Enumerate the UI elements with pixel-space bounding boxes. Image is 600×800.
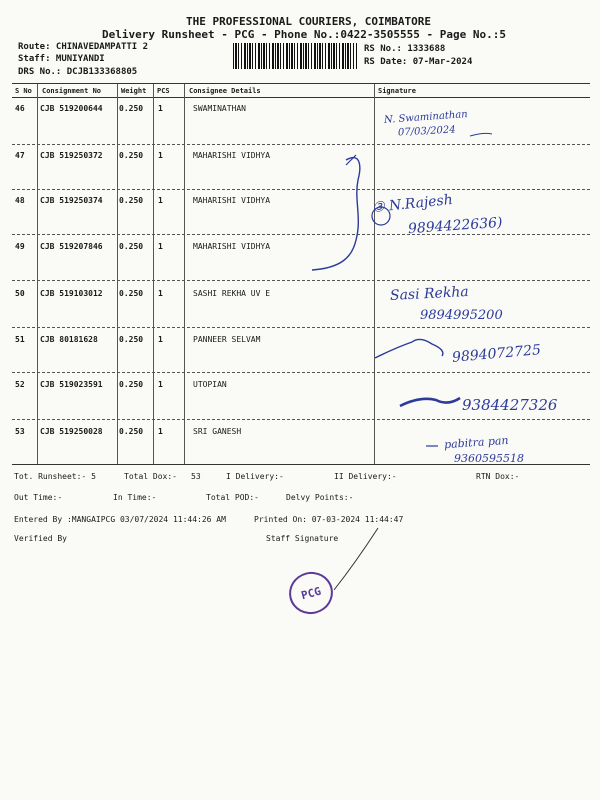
- row-weight: 0.250: [119, 335, 144, 344]
- col-header-weight: Weight: [121, 87, 147, 95]
- row-consignment: CJB 519250374: [40, 196, 103, 205]
- handwritten-signature: N. Swaminathan: [383, 109, 469, 126]
- row-consignee: MAHARISHI VIDHYA: [193, 151, 271, 160]
- total-dox-value: 53: [191, 472, 201, 481]
- row-sno: 51: [15, 335, 25, 344]
- rs-date: RS Date: 07-Mar-2024: [364, 57, 473, 67]
- total-dox-label: Total Dox:-: [124, 472, 177, 481]
- col-header-consignee: Consignee Details: [189, 87, 261, 95]
- row-pcs: 1: [158, 289, 163, 298]
- i-delivery-label: I Delivery:-: [226, 472, 284, 481]
- row-pcs: 1: [158, 427, 163, 436]
- handwritten-signature: pabitra pan: [443, 433, 509, 452]
- out-time-label: Out Time:-: [14, 493, 63, 502]
- handwritten-phone: 9894995200: [420, 308, 503, 323]
- staff-label: Staff: MUNIYANDI: [18, 54, 105, 64]
- row-sno: 48: [15, 196, 25, 205]
- handwritten-phone: 9360595518: [454, 452, 524, 465]
- entered-by: Entered By :MANGAIPCG 03/07/2024 11:44:26 AM: [14, 515, 226, 524]
- handwritten-phone: 9894422636): [407, 214, 503, 238]
- runsheet-subtitle: Delivery Runsheet - PCG - Phone No.:0422-3505555 - Page No.:5: [102, 28, 506, 41]
- handwritten-phone: 9384427326: [462, 396, 558, 414]
- drs-number: DRS No.: DCJB133368805: [18, 67, 138, 77]
- delvy-points-label: Delvy Points:-: [286, 493, 354, 502]
- col-header-sno: S No: [15, 87, 32, 95]
- verified-by-label: Verified By: [14, 534, 67, 543]
- row-pcs: 1: [158, 380, 163, 389]
- row-consignee: MAHARISHI VIDHYA: [193, 242, 271, 251]
- handwritten-signature: Sasi Rekha: [389, 283, 470, 305]
- row-weight: 0.250: [119, 380, 144, 389]
- col-header-signature: Signature: [378, 87, 416, 95]
- in-time-label: In Time:-: [113, 493, 157, 502]
- row-sno: 47: [15, 151, 25, 160]
- ii-delivery-label: II Delivery:-: [334, 472, 397, 481]
- row-sno: 50: [15, 289, 25, 298]
- printed-on: Printed On: 07-03-2024 11:44:47: [254, 515, 404, 524]
- col-header-consignment: Consignment No: [42, 87, 102, 95]
- row-weight: 0.250: [119, 196, 144, 205]
- row-consignee: SASHI REKHA UV E: [193, 289, 271, 298]
- rs-number: RS No.: 1333688: [364, 44, 446, 54]
- row-consignment: CJB 519250372: [40, 151, 103, 160]
- route-label: Route: CHINAVEDAMPATTI 2: [18, 42, 149, 52]
- row-consignment: CJB 519250028: [40, 427, 103, 436]
- total-runsheet: Tot. Runsheet:- 5: [14, 472, 96, 481]
- row-pcs: 1: [158, 335, 163, 344]
- row-sno: 46: [15, 104, 25, 113]
- row-pcs: 1: [158, 104, 163, 113]
- handwritten-phone: 9894072725: [451, 342, 542, 366]
- col-header-pcs: PCS: [157, 87, 170, 95]
- company-stamp: PCG: [284, 567, 337, 619]
- row-consignment: CJB 519207846: [40, 242, 103, 251]
- handwritten-signature: ③ N.Rajesh: [371, 191, 454, 217]
- row-pcs: 1: [158, 196, 163, 205]
- row-weight: 0.250: [119, 151, 144, 160]
- row-consignee: PANNEER SELVAM: [193, 335, 261, 344]
- rtn-dox-label: RTN Dox:-: [476, 472, 520, 481]
- row-sno: 49: [15, 242, 25, 251]
- staff-signature-label: Staff Signature: [266, 534, 339, 543]
- company-title: THE PROFESSIONAL COURIERS, COIMBATORE: [186, 15, 432, 28]
- row-consignee: UTOPIAN: [193, 380, 227, 389]
- row-pcs: 1: [158, 242, 163, 251]
- row-pcs: 1: [158, 151, 163, 160]
- row-consignee: MAHARISHI VIDHYA: [193, 196, 271, 205]
- row-consignment: CJB 519023591: [40, 380, 103, 389]
- handwritten-date: 07/03/2024: [397, 124, 456, 139]
- row-consignment: CJB 519103012: [40, 289, 103, 298]
- row-consignment: CJB 80181628: [40, 335, 98, 344]
- row-weight: 0.250: [119, 242, 144, 251]
- row-sno: 53: [15, 427, 25, 436]
- row-consignment: CJB 519200644: [40, 104, 103, 113]
- row-weight: 0.250: [119, 104, 144, 113]
- row-consignee: SRI GANESH: [193, 427, 242, 436]
- row-sno: 52: [15, 380, 25, 389]
- row-weight: 0.250: [119, 427, 144, 436]
- row-consignee: SWAMINATHAN: [193, 104, 246, 113]
- row-weight: 0.250: [119, 289, 144, 298]
- total-pod-label: Total POD:-: [206, 493, 259, 502]
